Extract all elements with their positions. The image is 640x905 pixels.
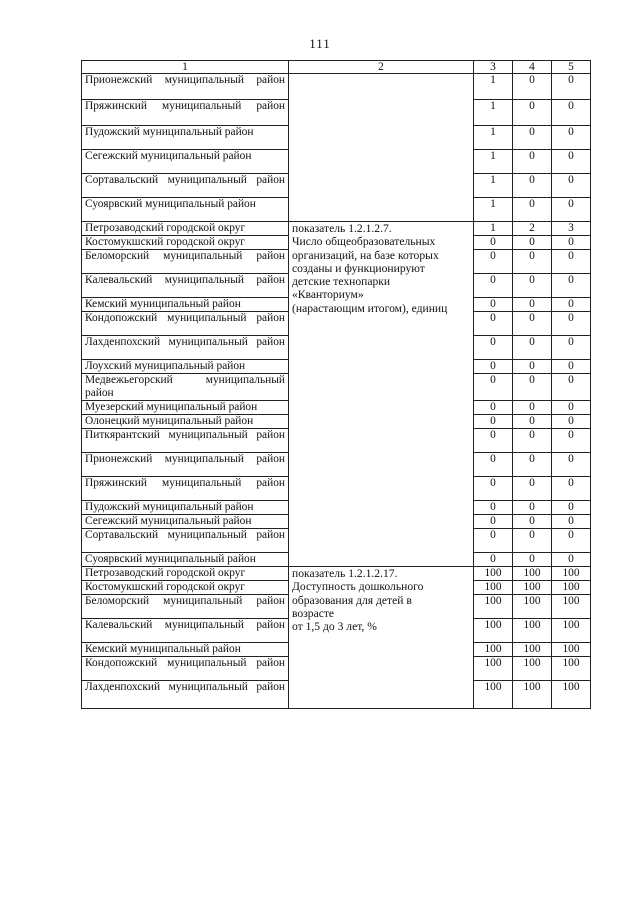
value-cell-c3: 100 [474, 657, 513, 681]
indicator-line: возрасте [292, 606, 335, 620]
value-cell-c3: 0 [474, 374, 513, 401]
municipality-name: Петрозаводский городской округ [82, 567, 289, 581]
municipality-name: Муезерский муниципальный район [82, 401, 289, 415]
value-cell-c4: 0 [513, 515, 552, 529]
municipality-name: Пудожский муниципальный район [82, 501, 289, 515]
value-cell-c5: 0 [552, 501, 591, 515]
municipality-name: Костомукшский городской округ [82, 581, 289, 595]
municipality-name: Сортавальский муниципальный район [82, 529, 289, 553]
value-cell-c4: 100 [513, 643, 552, 657]
value-cell-c5: 0 [552, 236, 591, 250]
indicator-line: (нарастающим итогом), единиц [292, 301, 448, 315]
value-cell-c5: 0 [552, 150, 591, 174]
value-cell-c5: 0 [552, 553, 591, 567]
value-cell-c4: 0 [513, 401, 552, 415]
value-cell-c5: 100 [552, 643, 591, 657]
value-cell-c5: 3 [552, 222, 591, 236]
value-cell-c3: 1 [474, 74, 513, 100]
value-cell-c3: 0 [474, 429, 513, 453]
indicator-line: созданы и функционируют [292, 261, 425, 275]
value-cell-c4: 0 [513, 360, 552, 374]
value-cell-c4: 0 [513, 126, 552, 150]
value-cell-c4: 0 [513, 174, 552, 198]
municipality-name: Пудожский муниципальный район [82, 126, 289, 150]
value-cell-c5: 0 [552, 374, 591, 401]
value-cell-c3: 0 [474, 360, 513, 374]
value-cell-c5: 0 [552, 126, 591, 150]
value-cell-c4: 0 [513, 150, 552, 174]
value-cell-c5: 0 [552, 453, 591, 477]
value-cell-c5: 100 [552, 657, 591, 681]
value-cell-c3: 0 [474, 274, 513, 298]
value-cell-c4: 0 [513, 298, 552, 312]
value-cell-c3: 100 [474, 619, 513, 643]
value-cell-c3: 0 [474, 529, 513, 553]
value-cell-c3: 0 [474, 236, 513, 250]
indicator-line: показатель 1.2.1.2.17. [292, 567, 398, 580]
value-cell-c4: 0 [513, 274, 552, 298]
table-row [82, 222, 591, 236]
value-cell-c4: 0 [513, 501, 552, 515]
municipality-name: Кондопожский муниципальный район [82, 657, 289, 681]
value-cell-c5: 0 [552, 360, 591, 374]
value-cell-c3: 0 [474, 453, 513, 477]
indicator-line: образования для детей в [292, 593, 412, 607]
header-row [82, 61, 591, 74]
indicator-table [81, 60, 591, 709]
value-cell-c4: 0 [513, 250, 552, 274]
municipality-name: Олонецкий муниципальный район [82, 415, 289, 429]
value-cell-c4: 0 [513, 529, 552, 553]
value-cell-c3: 100 [474, 681, 513, 709]
municipality-name: Прионежский муниципальный район [82, 453, 289, 477]
value-cell-c3: 0 [474, 515, 513, 529]
value-cell-c4: 0 [513, 477, 552, 501]
value-cell-c3: 0 [474, 336, 513, 360]
value-cell-c5: 0 [552, 429, 591, 453]
indicator-line: Число общеобразовательных [292, 235, 436, 249]
value-cell-c3: 1 [474, 222, 513, 236]
table-row [82, 74, 591, 100]
municipality-name: Лахденпохский муниципальный район [82, 336, 289, 360]
value-cell-c3: 100 [474, 567, 513, 581]
value-cell-c3: 0 [474, 415, 513, 429]
value-cell-c5: 0 [552, 515, 591, 529]
municipality-name: Медвежьегорский муниципальный район [82, 374, 289, 401]
header-cell: 5 [552, 61, 591, 74]
municipality-name: Пряжинский муниципальный район [82, 100, 289, 126]
value-cell-c5: 0 [552, 336, 591, 360]
value-cell-c4: 0 [513, 336, 552, 360]
municipality-name: Петрозаводский городской округ [82, 222, 289, 236]
municipality-name: Сегежский муниципальный район [82, 150, 289, 174]
value-cell-c3: 0 [474, 501, 513, 515]
municipality-name: Лоухский муниципальный район [82, 360, 289, 374]
header-cell: 3 [474, 61, 513, 74]
value-cell-c4: 100 [513, 567, 552, 581]
indicator-cell [289, 567, 474, 709]
value-cell-c3: 0 [474, 553, 513, 567]
indicator-cell [289, 222, 474, 567]
indicator-line: «Кванториум» [292, 288, 364, 302]
value-cell-c4: 100 [513, 619, 552, 643]
value-cell-c5: 100 [552, 595, 591, 619]
municipality-name: Сегежский муниципальный район [82, 515, 289, 529]
municipality-name: Пряжинский муниципальный район [82, 477, 289, 501]
value-cell-c5: 0 [552, 401, 591, 415]
value-cell-c5: 100 [552, 567, 591, 581]
value-cell-c4: 0 [513, 198, 552, 222]
municipality-name: Калевальский муниципальный район [82, 274, 289, 298]
value-cell-c4: 100 [513, 581, 552, 595]
value-cell-c4: 0 [513, 236, 552, 250]
municipality-name: Кемский муниципальный район [82, 298, 289, 312]
indicator-line: от 1,5 до 3 лет, % [292, 620, 377, 634]
municipality-name: Суоярвский муниципальный район [82, 198, 289, 222]
value-cell-c3: 1 [474, 198, 513, 222]
value-cell-c5: 100 [552, 619, 591, 643]
indicator-line: организаций, на базе которых [292, 248, 439, 262]
municipality-name: Кондопожский муниципальный район [82, 312, 289, 336]
value-cell-c5: 0 [552, 74, 591, 100]
value-cell-c4: 0 [513, 553, 552, 567]
value-cell-c3: 100 [474, 595, 513, 619]
value-cell-c3: 0 [474, 298, 513, 312]
value-cell-c3: 0 [474, 250, 513, 274]
value-cell-c3: 0 [474, 401, 513, 415]
value-cell-c5: 0 [552, 274, 591, 298]
value-cell-c5: 100 [552, 681, 591, 709]
indicator-line: показатель 1.2.1.2.7. [292, 222, 392, 235]
indicator-cell [289, 74, 474, 222]
value-cell-c5: 0 [552, 298, 591, 312]
value-cell-c4: 0 [513, 312, 552, 336]
table-row [82, 567, 591, 581]
value-cell-c5: 0 [552, 174, 591, 198]
value-cell-c4: 0 [513, 374, 552, 401]
value-cell-c5: 100 [552, 581, 591, 595]
value-cell-c4: 2 [513, 222, 552, 236]
municipality-name: Прионежский муниципальный район [82, 74, 289, 100]
value-cell-c4: 0 [513, 453, 552, 477]
value-cell-c5: 0 [552, 477, 591, 501]
municipality-name: Беломорский муниципальный район [82, 595, 289, 619]
value-cell-c3: 1 [474, 126, 513, 150]
value-cell-c3: 100 [474, 581, 513, 595]
municipality-name: Сортавальский муниципальный район [82, 174, 289, 198]
value-cell-c5: 0 [552, 100, 591, 126]
value-cell-c4: 0 [513, 429, 552, 453]
value-cell-c3: 0 [474, 312, 513, 336]
header-cell: 2 [289, 61, 474, 74]
municipality-name: Лахденпохский муниципальный район [82, 681, 289, 709]
value-cell-c5: 0 [552, 415, 591, 429]
value-cell-c4: 100 [513, 657, 552, 681]
municipality-name: Калевальский муниципальный район [82, 619, 289, 643]
municipality-name: Суоярвский муниципальный район [82, 553, 289, 567]
municipality-name: Беломорский муниципальный район [82, 250, 289, 274]
value-cell-c5: 0 [552, 529, 591, 553]
value-cell-c3: 1 [474, 174, 513, 198]
header-cell: 4 [513, 61, 552, 74]
value-cell-c4: 100 [513, 595, 552, 619]
value-cell-c4: 0 [513, 74, 552, 100]
header-cell: 1 [82, 61, 289, 74]
municipality-name: Кемский муниципальный район [82, 643, 289, 657]
municipality-name: Питкярантский муниципальный район [82, 429, 289, 453]
municipality-name: Костомукшский городской округ [82, 236, 289, 250]
value-cell-c3: 0 [474, 477, 513, 501]
value-cell-c3: 100 [474, 643, 513, 657]
value-cell-c5: 0 [552, 312, 591, 336]
value-cell-c3: 1 [474, 100, 513, 126]
value-cell-c3: 1 [474, 150, 513, 174]
indicator-line: Доступность дошкольного [292, 580, 424, 594]
value-cell-c4: 100 [513, 681, 552, 709]
value-cell-c4: 0 [513, 100, 552, 126]
page-number: 111 [309, 36, 331, 51]
value-cell-c5: 0 [552, 250, 591, 274]
value-cell-c4: 0 [513, 415, 552, 429]
indicator-line: детские технопарки [292, 275, 391, 289]
value-cell-c5: 0 [552, 198, 591, 222]
